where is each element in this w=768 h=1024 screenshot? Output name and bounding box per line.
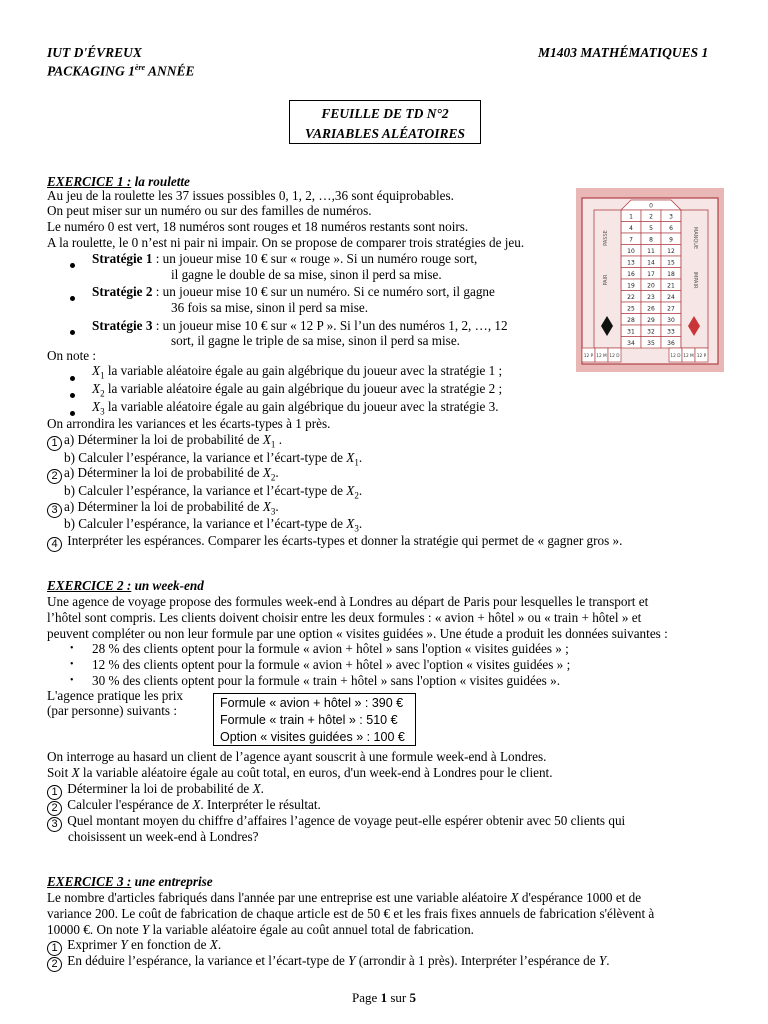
roulette-dozen-label: 12 D [609,354,620,359]
ex2-text: Une agence de voyage propose des formules week-end à Londres au départ de Paris pour lesquelles le transport et [47,594,649,609]
roulette-number: 12 [667,248,675,255]
ex3-q1: 1 Exprimer Y en fonction de X. [47,937,221,956]
ex1-q4: 4 Interpréter les espérances. Comparer les écarts-types et donner la stratégie qui permet de « gagner gros ». [47,533,622,552]
roulette-number: 22 [627,294,635,301]
header-course: PACKAGING 1ère ANNÉE [47,63,195,79]
header-module: M1403 MATHÉMATIQUES 1 [538,45,709,60]
roulette-number: 13 [627,259,635,267]
ex1-title: EXERCICE 1 : la roulette [47,174,190,189]
strategy-2-cont: 36 fois sa mise, sinon il perd sa mise. [171,300,369,315]
roulette-number: 31 [627,328,635,336]
var-x3: $X_3$ la variable aléatoire égale au gain algébrique du joueur avec la stratégie 3. [92,399,499,417]
var-x1: $X_1$ la variable aléatoire égale au gain algébrique du joueur avec la stratégie 1 ; [92,363,503,381]
ex2-text: Soit X la variable aléatoire égale au coût total, en euros, d'un week-end à Londres pour le client. [47,765,553,780]
ex1-q2b: b) Calculer l’espérance, la variance et l’écart-type de $X_2$. [64,483,363,501]
roulette-number: 16 [627,271,635,278]
roulette-dozen-label: 12 M [596,354,607,359]
price-option: Option « visites guidées » : 100 € [220,730,405,744]
bullet: • [70,643,74,654]
ex3-title: EXERCICE 3 : une entreprise [47,874,213,889]
ex1-text: Le numéro 0 est vert, 18 numéros sont rouges et 18 numéros restants sont noirs. [47,219,469,234]
bullet [70,386,75,402]
strategy-2: Stratégie 2 : un joueur mise 10 € sur un numéro. Si ce numéro sort, il gagne [92,284,495,299]
ex3-text: variance 200. Le coût de fabrication de chaque article est de 50 € et les frais fixes annuels de fabrication s'élèvent à [47,906,655,921]
roulette-number: 27 [667,305,675,313]
strategy-1-cont: il gagne le double de sa mise, sinon il perd sa mise. [171,267,442,282]
ex3-text: Le nombre d'articles fabriqués dans l'année par une entreprise est une variable aléatoire X d'espérance 1000 et de [47,890,642,905]
ex2-bullet: 28 % des clients optent pour la formule « avion + hôtel » sans l'option « visites guidées » ; [92,641,569,656]
roulette-number: 14 [647,259,655,267]
ex1-q1b: b) Calculer l’espérance, la variance et l’écart-type de $X_1$. [64,450,363,468]
roulette-impair-label: IMPAIR [692,271,698,289]
page-title: FEUILLE DE TD N°2 VARIABLES ALÉATOIRES [289,100,481,144]
ex1-q2a: 2 a) Déterminer la loi de probabilité de $X_2$. [47,465,279,486]
var-x2: $X_2$ la variable aléatoire égale au gain algébrique du joueur avec la stratégie 2 ; [92,381,503,399]
roulette-passe-label: PASSE [603,230,609,246]
ex3-q2: 2 En déduire l’espérance, la variance et l’écart-type de Y (arrondir à 1 près). Interpréter l’espérance de Y. [47,953,610,972]
roulette-number: 8 [649,236,653,244]
ex1-q3a: 3 a) Déterminer la loi de probabilité de $X_3$. [47,499,279,520]
roulette-pair-label: PAIR [603,274,609,286]
roulette-number: 5 [649,225,653,232]
ex1-text: A la roulette, le 0 n’est ni pair ni impair. On se propose de comparer trois stratégies de jeu. [47,235,525,250]
ex2-prices-intro: L'agence pratique les prix [47,688,184,703]
roulette-number: 18 [667,271,675,278]
bullet [70,323,75,339]
ex1-q1a: 1 a) Déterminer la loi de probabilité de $X_1$ . [47,432,282,453]
strategy-3: Stratégie 3 : un joueur mise 10 € sur « 12 P ». Si l’un des numéros 1, 2, …, 12 [92,318,508,333]
ex2-text: peuvent compléter ou non leur formule par une option « visites guidées ». Une étude a produit les données suivantes : [47,626,668,641]
roulette-number: 9 [669,236,673,244]
roulette-number: 30 [667,317,675,324]
ex2-prices-intro: (par personne) suivants : [47,703,178,718]
ex3-text: 10000 €. On note Y la variable aléatoire égale au coût annuel total de fabrication. [47,922,474,937]
bullet: • [70,675,74,686]
roulette-number: 1 [629,213,633,221]
roulette-number: 6 [669,225,673,232]
header-institution: IUT D'ÉVREUX [47,45,142,60]
roulette-number: 2 [649,213,653,221]
roulette-number: 4 [629,225,633,232]
strategy-1: Stratégie 1 : un joueur mise 10 € sur « rouge ». Si un numéro rouge sort, [92,251,478,266]
roulette-manque-label: MANQUE [692,226,698,250]
roulette-number: 32 [647,328,655,336]
roulette-number: 19 [627,282,635,290]
roulette-number: 21 [667,282,675,290]
roulette-number: 7 [629,236,633,244]
ex2-q1: 1 Déterminer la loi de probabilité de X. [47,781,264,800]
roulette-number: 29 [647,317,655,324]
bullet [70,256,75,272]
roulette-number: 28 [627,317,635,324]
ex1-q3b: b) Calculer l’espérance, la variance et l’écart-type de $X_3$. [64,516,363,534]
ex2-text: On interroge au hasard un client de l’agence ayant souscrit à une formule week-end à Londres. [47,749,547,764]
roulette-dozen-label: 12 M [683,354,694,359]
roulette-dozen-label: 12 P [696,354,707,359]
ex1-text: On peut miser sur un numéro ou sur des familles de numéros. [47,203,372,218]
roulette-number: 36 [667,340,675,347]
ex2-bullet: 30 % des clients optent pour la formule « train + hôtel » sans l'option « visites guidées ». [92,673,561,688]
roulette-number: 20 [647,282,655,290]
roulette-number: 3 [669,213,673,221]
roulette-number: 33 [667,328,675,336]
ex2-text: l’hôtel sont compris. Les clients doivent choisir entre les deux formules : « avion + hôtel » ou « train + hôtel » et [47,610,642,625]
bullet [70,369,75,385]
roulette-number: 25 [627,305,635,313]
roulette-number: 17 [647,271,655,278]
price-train: Formule « train + hôtel » : 510 € [220,713,398,727]
ex2-q2: 2 Calculer l'espérance de X. Interpréter le résultat. [47,797,321,816]
ex1-text: Au jeu de la roulette les 37 issues possibles 0, 1, 2, …,36 sont équiprobables. [47,188,454,203]
roulette-number: 35 [647,340,655,347]
roulette-number: 15 [667,259,675,267]
ex2-q3: 3 Quel montant moyen du chiffre d’affaires l’agence de voyage peut-elle espérer obtenir avec 50 clients qui [47,813,625,832]
ex2-title: EXERCICE 2 : un week-end [47,578,204,593]
roulette-zero-label: 0 [649,202,653,210]
roulette-number: 24 [667,294,675,301]
roulette-dozen-label: 12 P [583,354,594,359]
roulette-number: 11 [647,248,655,255]
bullet: • [70,659,74,670]
page-number: Page 1 sur 5 [352,990,416,1005]
roulette-number: 34 [627,340,635,347]
bullet [70,289,75,305]
price-box [213,693,416,746]
roulette-number: 23 [647,294,655,301]
roulette-number: 10 [627,248,635,255]
ex2-q3-cont: choisissent un week-end à Londres? [68,829,259,844]
price-avion: Formule « avion + hôtel » : 390 € [220,696,404,710]
ex1-note: On note : [47,348,97,363]
roulette-number: 26 [647,305,655,313]
ex2-bullet: 12 % des clients optent pour la formule « avion + hôtel » avec l'option « visites guidées » ; [92,657,571,672]
ex1-round: On arrondira les variances et les écarts-types à 1 près. [47,416,331,431]
roulette-table-image [576,188,724,372]
strategy-3-cont: sort, il gagne le triple de sa mise, sinon il perd sa mise. [171,333,460,348]
roulette-dozen-label: 12 D [670,354,681,359]
